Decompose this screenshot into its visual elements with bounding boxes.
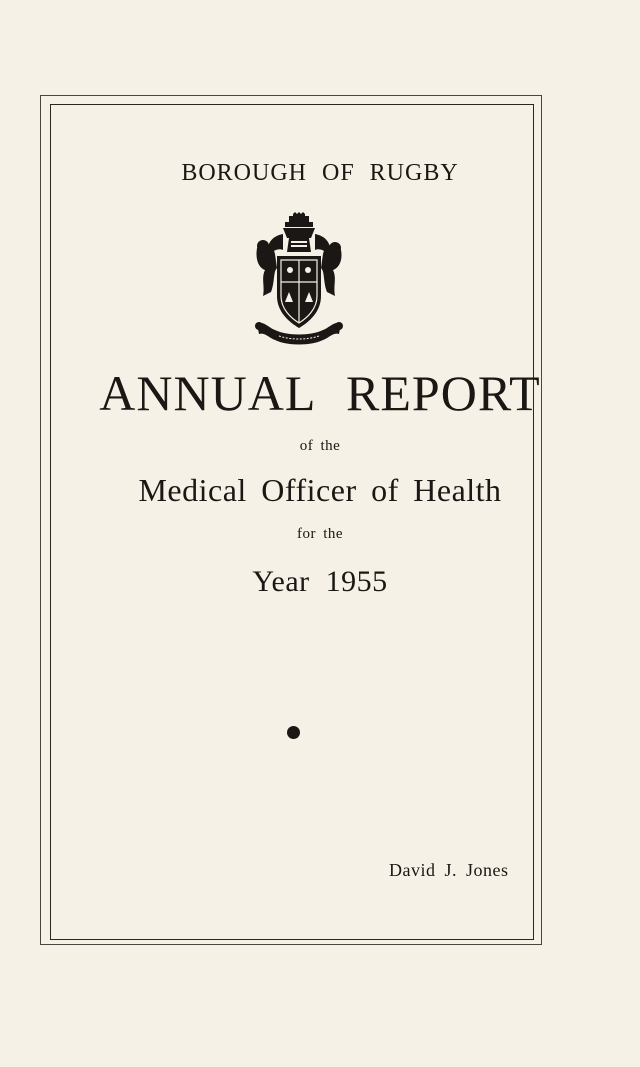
author-name: David J. Jones <box>389 860 509 880</box>
report-year: Year 1955 <box>252 565 388 598</box>
report-heading: ANNUAL REPORT <box>99 365 541 421</box>
report-subject: Medical Officer of Health <box>138 472 502 508</box>
connector-for-the: for the <box>296 526 344 542</box>
bullet-ornament <box>287 726 300 739</box>
coat-of-arms-icon <box>253 212 345 352</box>
connector-of-the: of the <box>299 438 341 454</box>
borough-name: BOROUGH OF RUGBY <box>181 160 459 186</box>
